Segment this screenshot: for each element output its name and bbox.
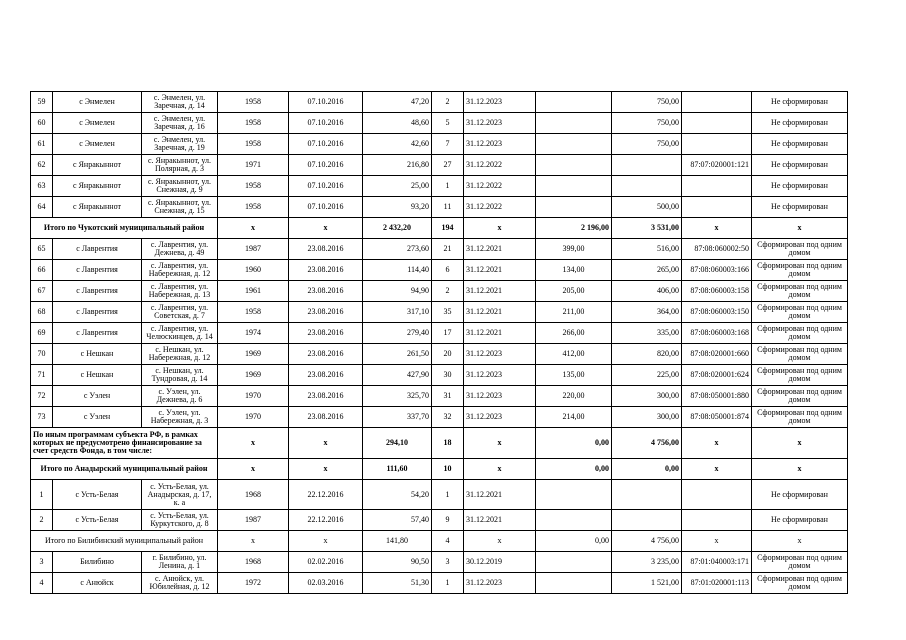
table-cell: 60 [31,113,53,134]
table-row [31,407,848,428]
table-cell: 1 [31,480,53,510]
table-cell: с. Усть-Белая, ул. Куркутского, д. 8 [142,510,218,531]
table-cell: 30 [432,365,464,386]
table-row [31,552,848,573]
subtotal-cell: 294,10 [363,428,432,459]
subtotal-label: Итого по Чукотский муниципальный район [31,218,218,239]
table-row [31,197,848,218]
table-cell: 23.08.2016 [289,407,363,428]
subtotal-cell: 18 [432,428,464,459]
table-cell [536,552,612,573]
table-cell: 1970 [218,386,289,407]
table-cell: 07.10.2016 [289,113,363,134]
table-cell: 31.12.2021 [464,302,536,323]
table-cell [536,510,612,531]
table-cell: 31.12.2023 [464,344,536,365]
table-cell: 9 [432,510,464,531]
table-cell: 87:08:020001:660 [682,344,752,365]
subtotal-cell: x [218,531,289,552]
table-cell: с Нешкан [53,344,142,365]
table-cell: 412,00 [536,344,612,365]
table-cell: 1 [432,176,464,197]
table-cell: 265,00 [612,260,682,281]
subtotal-label: Итого по Анадырский муниципальный район [31,459,218,480]
table-cell: с Янракыннот [53,176,142,197]
table-cell: 1 521,00 [612,573,682,594]
subtotal-cell: x [752,428,848,459]
table-cell: 67 [31,281,53,302]
subtotal-cell: 3 531,00 [612,218,682,239]
table-cell: 1958 [218,176,289,197]
table-cell: 90,50 [363,552,432,573]
table-cell: с Энмелен [53,134,142,155]
table-cell: 31.12.2021 [464,510,536,531]
table-cell: Сформирован под одним домом [752,239,848,260]
table-cell: 23.08.2016 [289,344,363,365]
table-cell: с. Анюйск, ул. Юбилейная, д. 12 [142,573,218,594]
table-cell [612,510,682,531]
table-row [31,365,848,386]
table-cell: 47,20 [363,92,432,113]
table-cell: 1958 [218,197,289,218]
table-cell: 87:08:020001:624 [682,365,752,386]
table-cell: 5 [432,113,464,134]
table-cell: с. Усть-Белая, ул. Анадырская, д. 17, к. а [142,480,218,510]
table-cell [682,92,752,113]
subtotal-cell: 0,00 [536,531,612,552]
table-cell: 337,70 [363,407,432,428]
subtotal-cell: x [464,459,536,480]
table-cell: Сформирован под одним домом [752,365,848,386]
table-cell [536,480,612,510]
table-cell: 134,00 [536,260,612,281]
table-cell: с Усть-Белая [53,510,142,531]
table-cell: 54,20 [363,480,432,510]
table-cell: Сформирован под одним домом [752,552,848,573]
table-cell: Не сформирован [752,155,848,176]
table-cell: 69 [31,323,53,344]
subtotal-cell: x [218,459,289,480]
subtotal-cell: 0,00 [612,459,682,480]
table-cell: 325,70 [363,386,432,407]
subtotal-cell: x [464,218,536,239]
table-cell: 66 [31,260,53,281]
table-cell: 87:08:050001:874 [682,407,752,428]
table-cell: 87:08:060003:168 [682,323,752,344]
subtotal-cell: 141,80 [363,531,432,552]
table-cell: с Уэлен [53,386,142,407]
table-cell: 31.12.2023 [464,134,536,155]
table-row [31,134,848,155]
table-cell: 31.12.2021 [464,281,536,302]
table-cell: 31 [432,386,464,407]
table-cell: Сформирован под одним домом [752,344,848,365]
table-cell: с Анюйск [53,573,142,594]
subtotal-row [31,531,848,552]
table-cell: 4 [31,573,53,594]
table-cell: 48,60 [363,113,432,134]
table-cell: 1987 [218,239,289,260]
table-cell: 68 [31,302,53,323]
subtotal-label: По иным программам субъекта РФ, в рамках которых не предусмотрено финансирование за счет средств Фонда, в том числе: [31,428,218,459]
table-cell: Сформирован под одним домом [752,323,848,344]
subtotal-cell: x [682,459,752,480]
table-cell: 62 [31,155,53,176]
table-cell: 23.08.2016 [289,323,363,344]
table-cell [536,197,612,218]
table-cell: 87:08:060002:50 [682,239,752,260]
table-cell: 750,00 [612,113,682,134]
table-cell: 1970 [218,407,289,428]
table-row [31,480,848,510]
table-cell: с. Энмелен, ул. Заречная, д. 19 [142,134,218,155]
table-cell: 820,00 [612,344,682,365]
table-cell: с Нешкан [53,365,142,386]
table-cell: 23.08.2016 [289,302,363,323]
table-cell: с. Лаврентия, ул. Челюскинцев, д. 14 [142,323,218,344]
table-cell: 7 [432,134,464,155]
table-cell: 1960 [218,260,289,281]
housing-register-table [30,91,848,594]
table-cell: 87:07:020001:121 [682,155,752,176]
table-cell: 1961 [218,281,289,302]
subtotal-row [31,218,848,239]
table-cell: 07.10.2016 [289,92,363,113]
subtotal-cell: x [289,459,363,480]
table-cell [612,176,682,197]
table-cell: с Лаврентия [53,239,142,260]
subtotal-row [31,459,848,480]
table-cell: 31.12.2022 [464,197,536,218]
table-cell: Сформирован под одним домом [752,573,848,594]
table-cell: Не сформирован [752,480,848,510]
table-cell [536,113,612,134]
table-cell: с. Лаврентия, ул. Набережная, д. 13 [142,281,218,302]
table-cell: 3 [31,552,53,573]
table-cell: 317,10 [363,302,432,323]
table-cell: 31.12.2021 [464,323,536,344]
table-cell: 22.12.2016 [289,510,363,531]
table-cell: Сформирован под одним домом [752,281,848,302]
subtotal-cell: x [464,531,536,552]
table-cell: 750,00 [612,134,682,155]
table-cell: 214,00 [536,407,612,428]
table-body [31,92,848,594]
table-cell: 1958 [218,92,289,113]
table-cell: 135,00 [536,365,612,386]
table-cell: 22.12.2016 [289,480,363,510]
table-cell: 64 [31,197,53,218]
table-cell: 220,00 [536,386,612,407]
table-cell: 07.10.2016 [289,134,363,155]
table-row [31,323,848,344]
table-cell: 1972 [218,573,289,594]
table-cell: 71 [31,365,53,386]
table-cell: 31.12.2021 [464,260,536,281]
subtotal-cell: x [752,459,848,480]
table-cell: 02.02.2016 [289,552,363,573]
subtotal-cell: 4 756,00 [612,428,682,459]
table-cell: 427,90 [363,365,432,386]
table-cell: 335,00 [612,323,682,344]
table-cell: 87:01:020001:113 [682,573,752,594]
table-cell: 273,60 [363,239,432,260]
table-cell: 1969 [218,365,289,386]
table-cell: 87:08:050001:880 [682,386,752,407]
table-cell: с. Янракыннот, ул. Полярная, д. 3 [142,155,218,176]
table-cell: с. Нешкан, ул. Тундровая, д. 14 [142,365,218,386]
table-cell: 211,00 [536,302,612,323]
table-cell: 87:08:060003:150 [682,302,752,323]
table-cell [682,113,752,134]
subtotal-row [31,428,848,459]
table-cell: 1987 [218,510,289,531]
table-cell: 65 [31,239,53,260]
table-cell: 31.12.2023 [464,386,536,407]
table-cell: 57,40 [363,510,432,531]
table-cell: 31.12.2022 [464,176,536,197]
table-cell: 73 [31,407,53,428]
table-cell: 216,80 [363,155,432,176]
table-cell [612,155,682,176]
table-cell: 61 [31,134,53,155]
subtotal-cell: 2 432,20 [363,218,432,239]
subtotal-cell: x [752,218,848,239]
table-row [31,344,848,365]
table-cell: 2 [432,281,464,302]
table-cell: с. Нешкан, ул. Набережная, д. 12 [142,344,218,365]
table-cell: 1971 [218,155,289,176]
subtotal-cell: 10 [432,459,464,480]
table-cell [682,480,752,510]
table-cell: 31.12.2023 [464,573,536,594]
table-cell: Сформирован под одним домом [752,386,848,407]
table-cell: с Энмелен [53,92,142,113]
table-cell: 87:08:060003:158 [682,281,752,302]
table-row [31,176,848,197]
table-cell: 30.12.2019 [464,552,536,573]
table-cell: 21 [432,239,464,260]
subtotal-label: Итого по Билибинский муниципальный район [31,531,218,552]
table-cell: с. Лаврентия, ул. Дежнева, д. 49 [142,239,218,260]
table-cell: 1969 [218,344,289,365]
table-cell: с. Энмелен, ул. Заречная, д. 16 [142,113,218,134]
table-cell [612,480,682,510]
table-cell: с Энмелен [53,113,142,134]
table-cell: Не сформирован [752,113,848,134]
table-cell: с Лаврентия [53,281,142,302]
table-row [31,239,848,260]
table-cell: 07.10.2016 [289,176,363,197]
table-cell: 63 [31,176,53,197]
subtotal-cell: x [464,428,536,459]
subtotal-cell: x [752,531,848,552]
subtotal-cell: 2 196,00 [536,218,612,239]
table-cell: 31.12.2023 [464,92,536,113]
subtotal-cell: x [289,428,363,459]
table-cell [682,134,752,155]
table-cell: 1958 [218,113,289,134]
table-cell [536,155,612,176]
table-row [31,281,848,302]
table-row [31,92,848,113]
table-cell: Сформирован под одним домом [752,260,848,281]
table-cell: 93,20 [363,197,432,218]
table-cell: с Янракыннот [53,155,142,176]
table-cell: Не сформирован [752,134,848,155]
table-cell: 406,00 [612,281,682,302]
table-cell: с. Уэлен, ул. Дежнева, д. 6 [142,386,218,407]
table-cell [682,510,752,531]
subtotal-cell: x [289,531,363,552]
subtotal-cell: x [218,428,289,459]
table-cell: 42,60 [363,134,432,155]
table-cell: 3 235,00 [612,552,682,573]
subtotal-cell: 194 [432,218,464,239]
table-cell: Билибино [53,552,142,573]
table-cell: 6 [432,260,464,281]
subtotal-cell: 4 [432,531,464,552]
table-cell: 87:08:060003:166 [682,260,752,281]
table-cell: с. Энмелен, ул. Заречная, д. 14 [142,92,218,113]
table-cell: 07.10.2016 [289,197,363,218]
table-cell: 1968 [218,480,289,510]
table-cell: г. Билибино, ул. Ленина, д. 1 [142,552,218,573]
table-cell [682,176,752,197]
subtotal-cell: x [682,218,752,239]
table-cell: с Уэлен [53,407,142,428]
table-cell: 225,00 [612,365,682,386]
table-cell: 72 [31,386,53,407]
table-cell: 59 [31,92,53,113]
table-cell: 07.10.2016 [289,155,363,176]
table-cell [536,176,612,197]
table-cell: 266,00 [536,323,612,344]
table-cell: 750,00 [612,92,682,113]
table-cell: 1 [432,573,464,594]
table-cell: 35 [432,302,464,323]
table-cell: 31.12.2022 [464,155,536,176]
table-cell [682,197,752,218]
table-cell: 31.12.2023 [464,407,536,428]
subtotal-cell: x [289,218,363,239]
table-cell: 31.12.2023 [464,113,536,134]
table-cell: 2 [31,510,53,531]
table-cell: 261,50 [363,344,432,365]
table-cell: 31.12.2021 [464,239,536,260]
table-cell: 23.08.2016 [289,281,363,302]
table-row [31,386,848,407]
table-cell: 17 [432,323,464,344]
table-cell: 1 [432,480,464,510]
subtotal-cell: x [682,531,752,552]
table-cell: 31.12.2021 [464,480,536,510]
table-cell: Сформирован под одним домом [752,302,848,323]
subtotal-cell: 0,00 [536,459,612,480]
table-cell: 279,40 [363,323,432,344]
table-row [31,573,848,594]
table-cell: 02.03.2016 [289,573,363,594]
table-cell: 20 [432,344,464,365]
table-cell: с Усть-Белая [53,480,142,510]
table-cell [536,134,612,155]
table-cell: 27 [432,155,464,176]
table-cell: Сформирован под одним домом [752,407,848,428]
table-cell: с. Лаврентия, ул. Набережная, д. 12 [142,260,218,281]
table-row [31,113,848,134]
table-cell: Не сформирован [752,197,848,218]
table-cell: 205,00 [536,281,612,302]
table-cell: 1974 [218,323,289,344]
table-cell: 114,40 [363,260,432,281]
subtotal-cell: 4 756,00 [612,531,682,552]
subtotal-cell: 111,60 [363,459,432,480]
table-cell: 23.08.2016 [289,386,363,407]
table-cell: Не сформирован [752,176,848,197]
table-cell: 23.08.2016 [289,365,363,386]
table-cell: 23.08.2016 [289,239,363,260]
table-cell: 87:01:040003:171 [682,552,752,573]
table-cell: 31.12.2023 [464,365,536,386]
table-cell: 94,90 [363,281,432,302]
table-cell: с Лаврентия [53,260,142,281]
table-cell: с. Янракыннот, ул. Снежная, д. 9 [142,176,218,197]
table-cell: с. Уэлен, ул. Набережная, д. 3 [142,407,218,428]
table-cell: 25,00 [363,176,432,197]
subtotal-cell: x [218,218,289,239]
table-cell: 516,00 [612,239,682,260]
table-row [31,155,848,176]
table-cell: с. Лаврентия, ул. Советская, д. 7 [142,302,218,323]
table-cell: 300,00 [612,386,682,407]
table-cell: с Лаврентия [53,302,142,323]
table-cell [536,573,612,594]
table-cell: 11 [432,197,464,218]
table-cell: 364,00 [612,302,682,323]
table-cell: 399,00 [536,239,612,260]
table-cell: Не сформирован [752,510,848,531]
table-cell: с Лаврентия [53,323,142,344]
table-cell: 3 [432,552,464,573]
table-cell: 70 [31,344,53,365]
table-cell: 23.08.2016 [289,260,363,281]
table-row [31,302,848,323]
table-row [31,260,848,281]
table-cell: 32 [432,407,464,428]
table-cell: 1958 [218,134,289,155]
table-cell: 500,00 [612,197,682,218]
table-cell: 1958 [218,302,289,323]
table-cell: 2 [432,92,464,113]
table-cell: 300,00 [612,407,682,428]
subtotal-cell: x [682,428,752,459]
table-cell: с Янракыннот [53,197,142,218]
table-cell [536,92,612,113]
table-row [31,510,848,531]
table-cell: Не сформирован [752,92,848,113]
table-cell: с. Янракыннот, ул. Снежная, д. 15 [142,197,218,218]
subtotal-cell: 0,00 [536,428,612,459]
table-cell: 1968 [218,552,289,573]
table-cell: 51,30 [363,573,432,594]
